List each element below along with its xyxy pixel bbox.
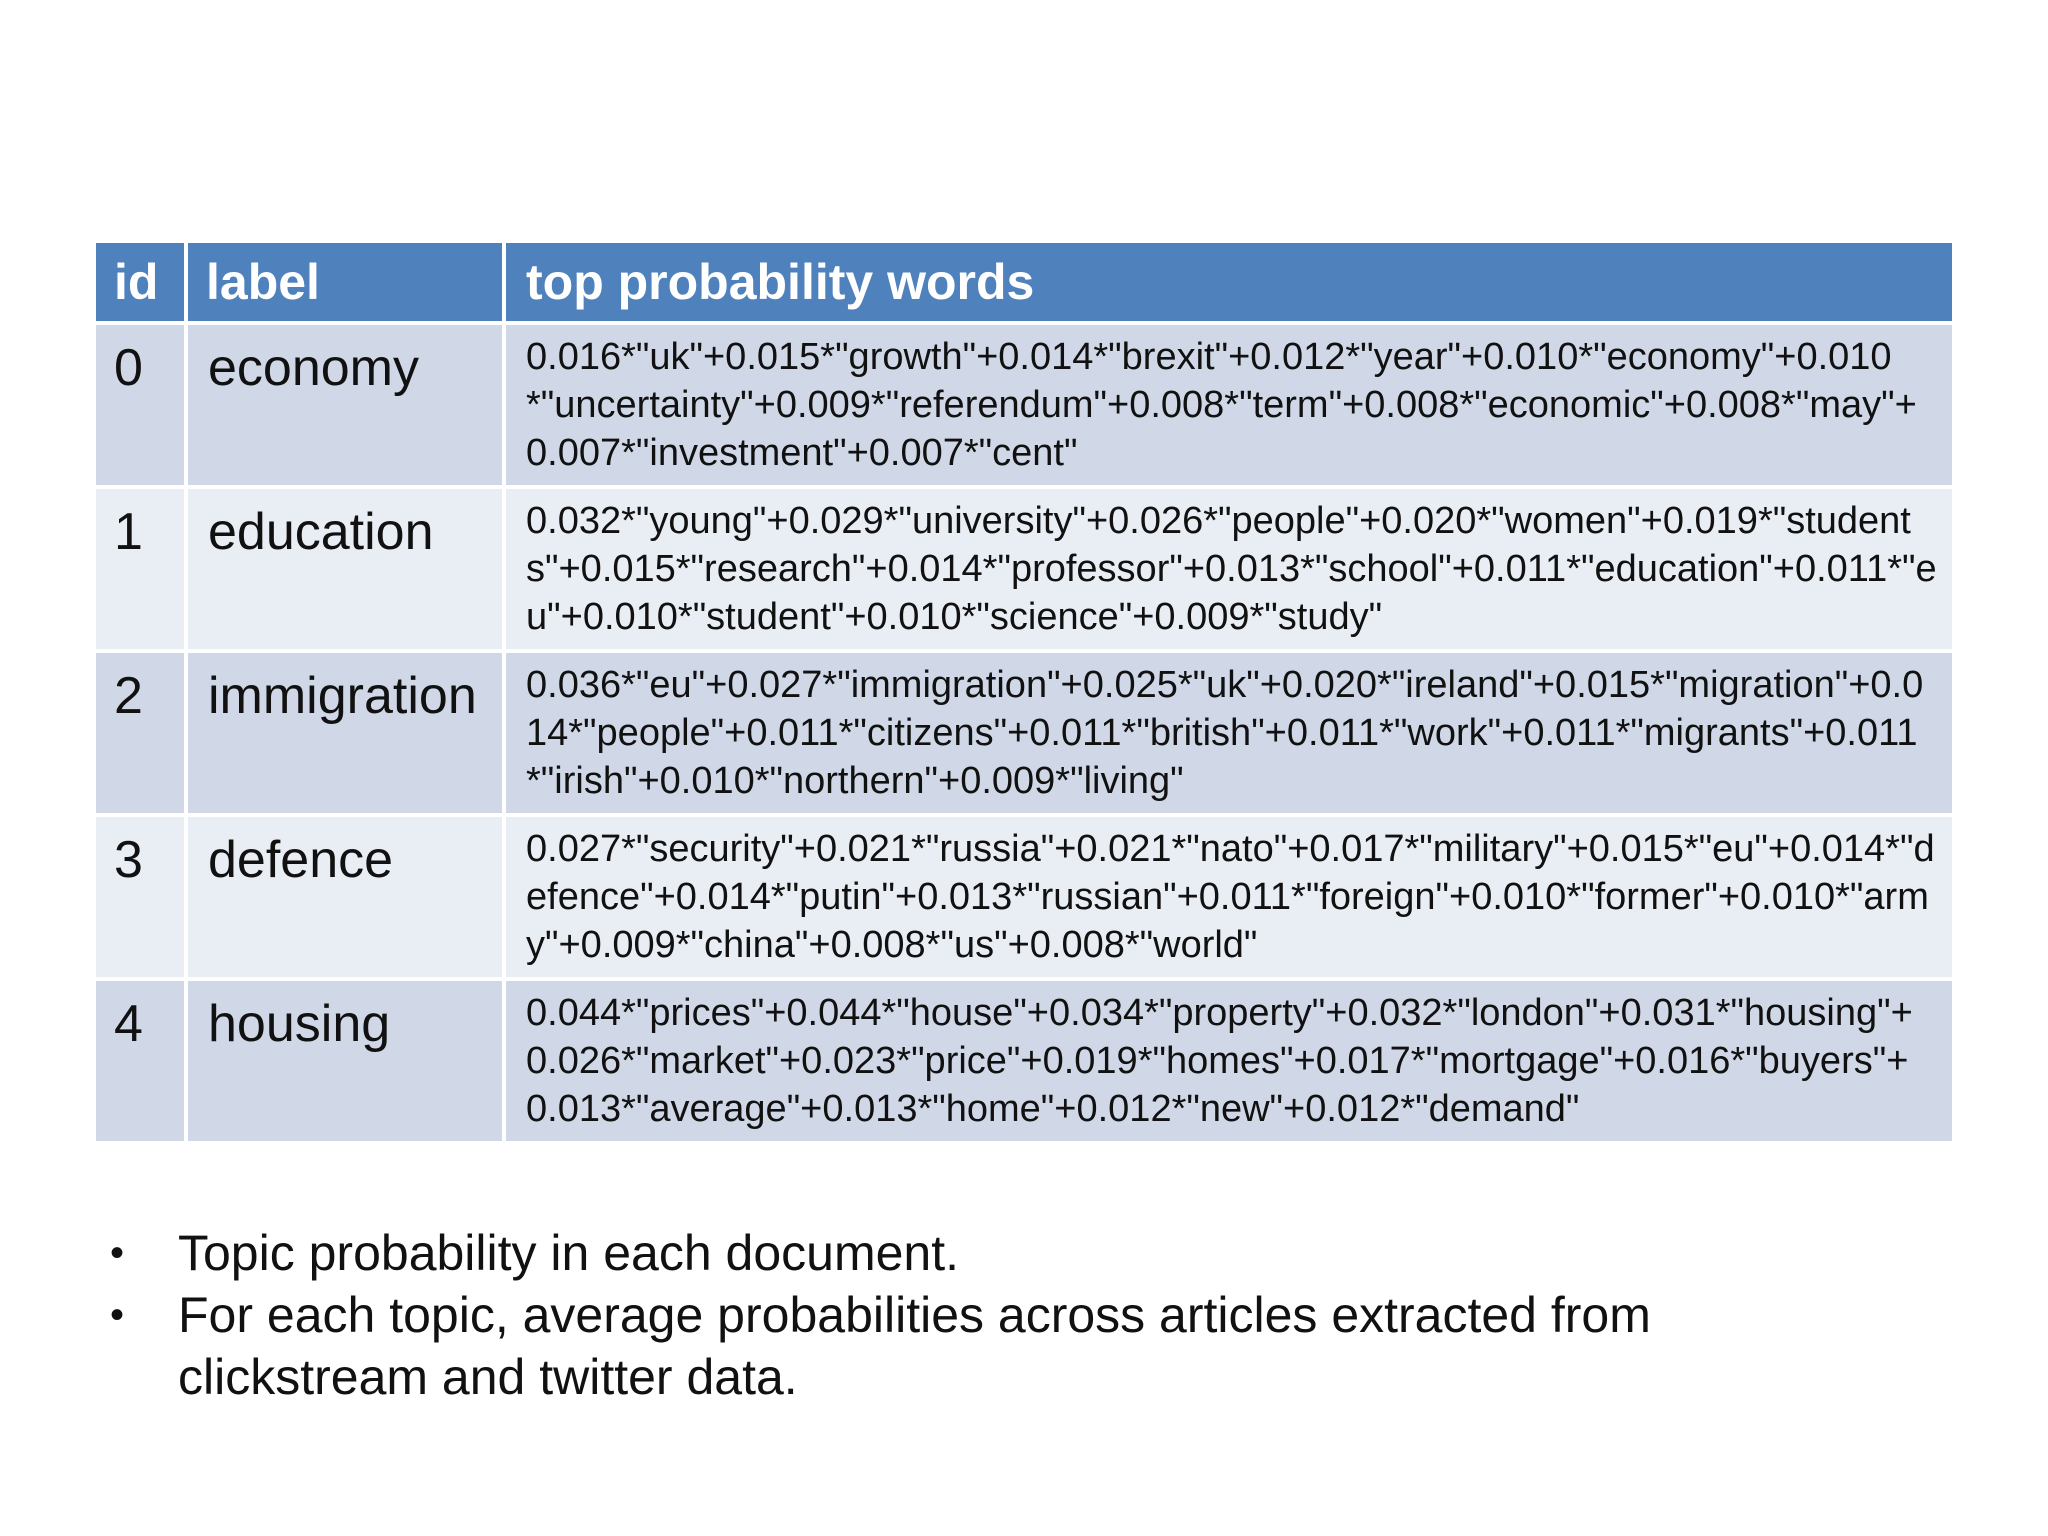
table-row xyxy=(94,979,1954,1143)
table-row xyxy=(94,487,1954,651)
topic-words-cell: 0.016*"uk"+0.015*"growth"+0.014*"brexit"+0.012*"year"+0.010*"economy"+0.010*"uncertainty"+0.009*"referendum"+0.008*"term"+0.008*"economic"+0.008*"may"+0.007*"investment"+0.007*"cent" xyxy=(504,323,1954,487)
bullet-marker: • xyxy=(110,1231,125,1275)
topic-words-cell: 0.027*"security"+0.021*"russia"+0.021*"nato"+0.017*"military"+0.015*"eu"+0.014*"defence"+0.014*"putin"+0.013*"russian"+0.011*"foreign"+0.010*"former"+0.010*"army"+0.009*"china"+0.008*"us"+0.008*"world" xyxy=(504,815,1954,979)
topic-label-cell: immigration xyxy=(186,651,504,815)
topic-id-cell: 3 xyxy=(94,815,186,979)
topic-label-cell: housing xyxy=(186,979,504,1143)
topic-id-cell: 2 xyxy=(94,651,186,815)
bullet-marker: • xyxy=(110,1293,125,1337)
topic-words-cell: 0.044*"prices"+0.044*"house"+0.034*"property"+0.032*"london"+0.031*"housing"+0.026*"market"+0.023*"price"+0.019*"homes"+0.017*"mortgage"+0.016*"buyers"+0.013*"average"+0.013*"home"+0.012*"new"+0.012*"demand" xyxy=(504,979,1954,1143)
header-id: id xyxy=(94,241,186,323)
table-row xyxy=(94,815,1954,979)
topic-label-cell: education xyxy=(186,487,504,651)
topic-label-cell: economy xyxy=(186,323,504,487)
topic-id-cell: 4 xyxy=(94,979,186,1143)
topic-table xyxy=(92,239,1956,1145)
topic-words-cell: 0.032*"young"+0.029*"university"+0.026*"people"+0.020*"women"+0.019*"students"+0.015*"research"+0.014*"professor"+0.013*"school"+0.011*"education"+0.011*"eu"+0.010*"student"+0.010*"science"+0.009*"study" xyxy=(504,487,1954,651)
table-header-row xyxy=(94,241,1954,323)
topic-words-cell: 0.036*"eu"+0.027*"immigration"+0.025*"uk"+0.020*"ireland"+0.015*"migration"+0.014*"people"+0.011*"citizens"+0.011*"british"+0.011*"work"+0.011*"migrants"+0.011*"irish"+0.010*"northern"+0.009*"living" xyxy=(504,651,1954,815)
header-top-words: top probability words xyxy=(504,241,1954,323)
bullet-item xyxy=(110,1222,1790,1284)
bullet-text: For each topic, average probabilities across articles extracted from clickstream and twitter data. xyxy=(178,1287,1651,1405)
topic-label-cell: defence xyxy=(186,815,504,979)
bullet-text: Topic probability in each document. xyxy=(178,1225,960,1281)
table-row xyxy=(94,651,1954,815)
header-label: label xyxy=(186,241,504,323)
topic-id-cell: 1 xyxy=(94,487,186,651)
bullet-list xyxy=(110,1222,1790,1408)
topic-id-cell: 0 xyxy=(94,323,186,487)
table-row xyxy=(94,323,1954,487)
bullet-item xyxy=(110,1284,1790,1408)
